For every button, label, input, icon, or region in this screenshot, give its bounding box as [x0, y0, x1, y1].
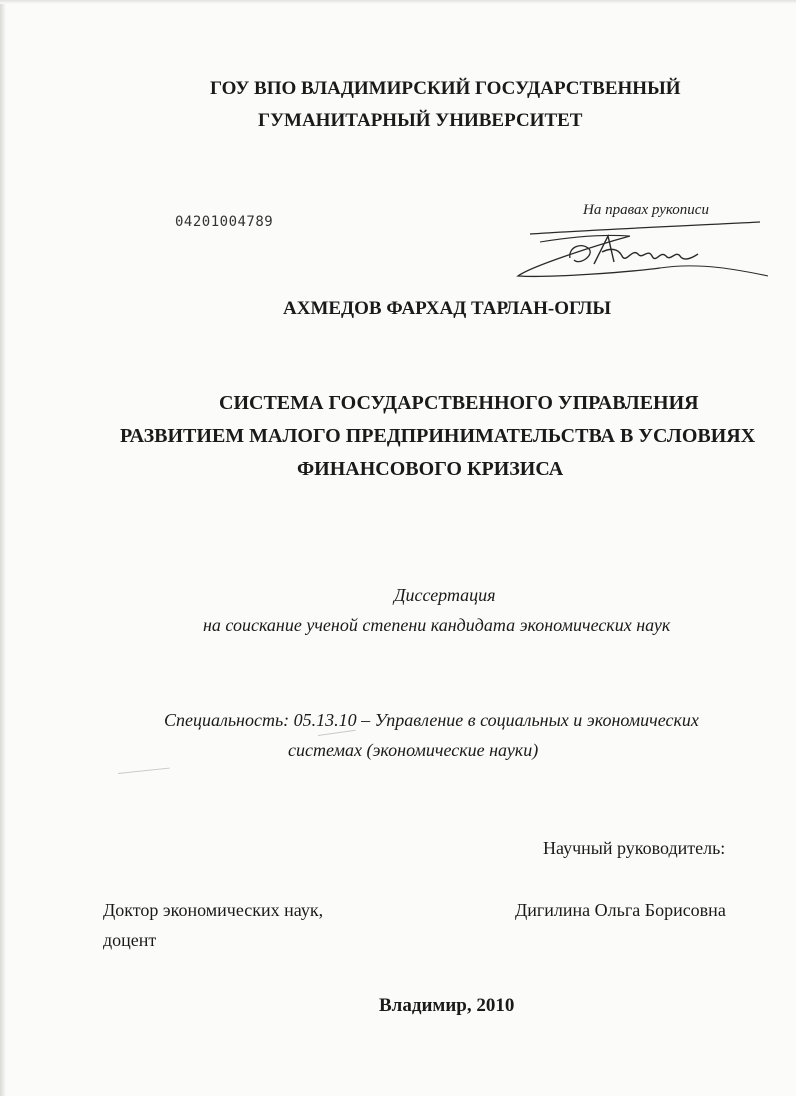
dissertation-purpose: на соискание ученой степени кандидата экономических наук: [203, 615, 671, 635]
manuscript-rights-note: На правах рукописи: [583, 202, 709, 218]
scan-smudge: [118, 768, 170, 774]
university-name-line2: ГУМАНИТАРНЫЙ УНИВЕРСИТЕТ: [258, 110, 583, 131]
thesis-title-line3: ФИНАНСОВОГО КРИЗИСА: [297, 458, 564, 480]
scan-edge-left: [0, 0, 6, 1096]
document-number: 04201004789: [175, 214, 274, 230]
advisor-degree: Доктор экономических наук,: [103, 900, 324, 920]
university-name-line1: ГОУ ВПО ВЛАДИМИРСКИЙ ГОСУДАРСТВЕННЫЙ: [210, 78, 681, 99]
advisor-name: Дигилина Ольга Борисовна: [515, 900, 726, 920]
thesis-title-line2: РАЗВИТИЕМ МАЛОГО ПРЕДПРИНИМАТЕЛЬСТВА В УСЛОВИЯХ: [120, 425, 756, 447]
advisor-rank: доцент: [103, 930, 157, 950]
dissertation-type: Диссертация: [394, 585, 496, 605]
specialty-line1: Специальность: 05.13.10 – Управление в социальных и экономических: [164, 710, 699, 730]
city-year: Владимир, 2010: [379, 995, 515, 1016]
scan-edge-top: [0, 0, 796, 4]
specialty-line2: системах (экономические науки): [288, 740, 539, 760]
advisor-label: Научный руководитель:: [543, 838, 726, 858]
author-name: АХМЕДОВ ФАРХАД ТАРЛАН-ОГЛЫ: [283, 298, 612, 319]
thesis-title-line1: СИСТЕМА ГОСУДАРСТВЕННОГО УПРАВЛЕНИЯ: [219, 392, 699, 414]
signature-icon: [510, 212, 770, 290]
